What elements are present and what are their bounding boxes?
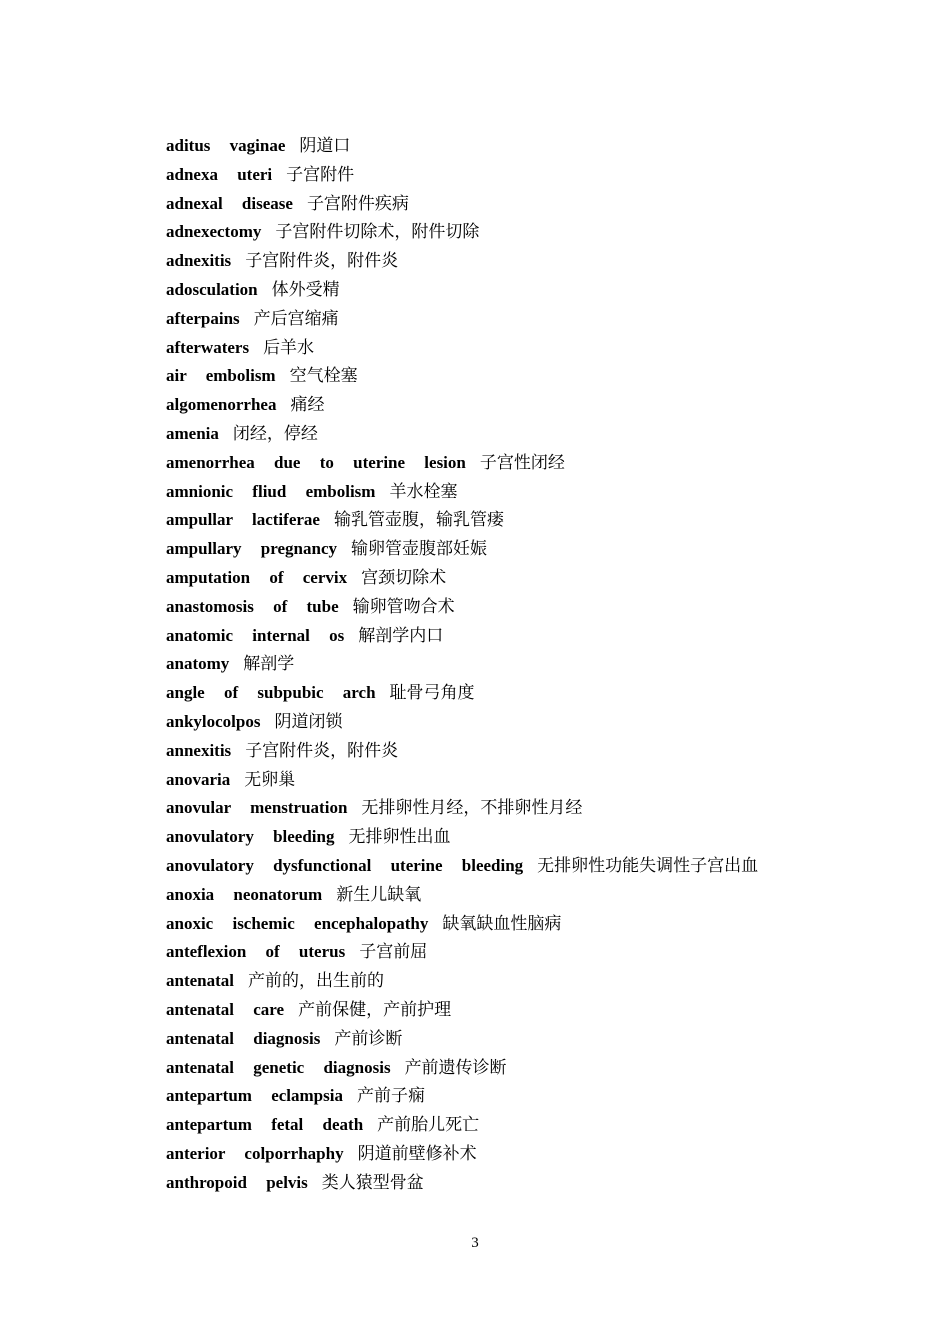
- glossary-entry: [166, 190, 806, 219]
- glossary-entry: [166, 881, 806, 910]
- glossary-entry: [166, 708, 806, 737]
- entry-term: adnexitis: [166, 251, 232, 271]
- entry-translation: 子宫性闭经: [479, 452, 565, 473]
- glossary-entry: [166, 506, 806, 535]
- glossary-entry: [166, 737, 806, 766]
- entry-term: anoxia neonatorum: [166, 884, 323, 904]
- glossary-entry: [166, 564, 806, 593]
- entry-translation: 闭经，停经: [232, 423, 318, 444]
- entry-translation: 产前子痫: [356, 1086, 425, 1107]
- entry-term: antenatal genetic diagnosis: [166, 1057, 391, 1077]
- entry-translation: 解剖学内口: [358, 625, 444, 646]
- entry-translation: 子宫前屈: [359, 942, 428, 963]
- entry-term: adnexa uteri: [166, 164, 273, 184]
- glossary-entry: [166, 967, 806, 996]
- entry-term: adosculation: [166, 279, 258, 299]
- glossary-entry: [166, 362, 806, 391]
- entry-term: afterwaters: [166, 337, 250, 357]
- entry-translation: 输卵管吻合术: [352, 596, 455, 617]
- entry-translation: 体外受精: [271, 279, 340, 300]
- glossary-entry: [166, 305, 806, 334]
- entry-term: antenatal care: [166, 999, 285, 1019]
- glossary-entry: [166, 823, 806, 852]
- entry-translation: 子宫附件炎，附件炎: [245, 740, 399, 761]
- glossary-entry: [166, 996, 806, 1025]
- glossary-entry: [166, 1025, 806, 1054]
- entry-term: antepartum fetal death: [166, 1115, 364, 1135]
- glossary-entry: [166, 535, 806, 564]
- entry-translation: 产前胎儿死亡: [377, 1115, 480, 1136]
- glossary-entry: [166, 334, 806, 363]
- entry-translation: 子宫附件: [286, 164, 355, 185]
- entry-term: antenatal: [166, 971, 234, 991]
- glossary-entry: [166, 276, 806, 305]
- entry-term: ampullar lactiferae: [166, 510, 320, 530]
- entry-term: angle of subpubic arch: [166, 683, 376, 703]
- entry-term: adnexectomy: [166, 222, 262, 242]
- entry-term: anovaria: [166, 769, 231, 789]
- glossary-entry: [166, 1169, 806, 1198]
- entry-term: anovulatory dysfunctional uterine bleeding: [166, 855, 524, 875]
- entry-translation: 产前保健，产前护理: [298, 999, 452, 1020]
- glossary-entry: [166, 852, 806, 881]
- entry-term: amnionic fliud embolism: [166, 481, 376, 501]
- glossary-entry: [166, 1140, 806, 1169]
- entry-translation: 缺氧缺血性脑病: [442, 913, 562, 934]
- entry-translation: 子宫附件疾病: [306, 193, 409, 214]
- entry-translation: 无排卵性功能失调性子宫出血: [537, 855, 759, 876]
- entry-term: anovular menstruation: [166, 798, 348, 818]
- glossary-entry: [166, 679, 806, 708]
- entry-term: anoxic ischemic encephalopathy: [166, 913, 429, 933]
- entry-translation: 输乳管壶腹，输乳管瘘: [333, 510, 504, 531]
- glossary-entry: [166, 794, 806, 823]
- glossary-entry: [166, 650, 806, 679]
- entry-translation: 阴道口: [299, 136, 351, 156]
- glossary-entry: [166, 593, 806, 622]
- entry-term: algomenorrhea: [166, 395, 277, 415]
- entry-term: ampullary pregnancy: [166, 539, 338, 559]
- entry-translation: 新生儿缺氧: [336, 884, 422, 905]
- entry-translation: 无排卵性月经，不排卵性月经: [361, 798, 583, 819]
- entry-translation: 子宫附件炎，附件炎: [245, 251, 399, 272]
- page-number: 3: [471, 1235, 479, 1251]
- entry-translation: 无卵巢: [244, 769, 296, 790]
- entry-term: amputation of cervix: [166, 567, 348, 587]
- entry-translation: 阴道闭锁: [274, 711, 343, 732]
- entry-translation: 无排卵性出血: [348, 827, 451, 848]
- glossary-list: [166, 132, 806, 1197]
- entry-translation: 子宫附件切除术，附件切除: [275, 222, 480, 243]
- glossary-entry: [166, 766, 806, 795]
- entry-translation: 痛经: [290, 395, 325, 416]
- entry-term: amenorrhea due to uterine lesion: [166, 452, 466, 472]
- glossary-entry: [166, 247, 806, 276]
- entry-translation: 产前诊断: [334, 1028, 403, 1049]
- glossary-entry: [166, 1082, 806, 1111]
- entry-term: anastomosis of tube: [166, 596, 339, 616]
- glossary-entry: [166, 449, 806, 478]
- entry-translation: 产前遗传诊断: [404, 1057, 507, 1078]
- glossary-entry: [166, 218, 806, 247]
- entry-term: anovulatory bleeding: [166, 827, 335, 847]
- entry-term: aditus vaginae: [166, 136, 286, 155]
- entry-translation: 空气栓塞: [289, 366, 358, 387]
- entry-translation: 后羊水: [263, 337, 315, 358]
- entry-translation: 宫颈切除术: [361, 567, 447, 588]
- entry-term: adnexal disease: [166, 193, 293, 213]
- entry-term: antenatal diagnosis: [166, 1028, 321, 1048]
- entry-term: antepartum eclampsia: [166, 1086, 343, 1106]
- entry-term: afterpains: [166, 308, 240, 328]
- entry-term: air embolism: [166, 366, 276, 386]
- entry-translation: 解剖学: [243, 654, 295, 675]
- entry-term: anatomy: [166, 654, 230, 674]
- glossary-entry: [166, 938, 806, 967]
- entry-term: ankylocolpos: [166, 711, 261, 731]
- entry-term: anthropoid pelvis: [166, 1172, 308, 1192]
- entry-translation: 输卵管壶腹部妊娠: [351, 539, 488, 560]
- entry-translation: 类人猿型骨盆: [321, 1172, 424, 1193]
- glossary-entry: [166, 1054, 806, 1083]
- glossary-entry: [166, 478, 806, 507]
- entry-translation: 阴道前壁修补术: [357, 1143, 477, 1164]
- glossary-entry: [166, 391, 806, 420]
- entry-term: anatomic internal os: [166, 625, 345, 645]
- entry-term: anteflexion of uterus: [166, 942, 346, 962]
- entry-term: anterior colporrhaphy: [166, 1143, 344, 1163]
- entry-translation: 产后宫缩痛: [253, 308, 339, 329]
- entry-translation: 产前的，出生前的: [248, 971, 384, 992]
- glossary-entry: [166, 132, 806, 161]
- glossary-entry: [166, 910, 806, 939]
- entry-term: annexitis: [166, 740, 232, 760]
- glossary-entry: [166, 420, 806, 449]
- entry-translation: 耻骨弓角度: [389, 683, 475, 704]
- entry-translation: 羊水栓塞: [389, 481, 458, 502]
- entry-term: amenia: [166, 423, 219, 443]
- glossary-entry: [166, 161, 806, 190]
- glossary-entry: [166, 1111, 806, 1140]
- glossary-entry: [166, 622, 806, 651]
